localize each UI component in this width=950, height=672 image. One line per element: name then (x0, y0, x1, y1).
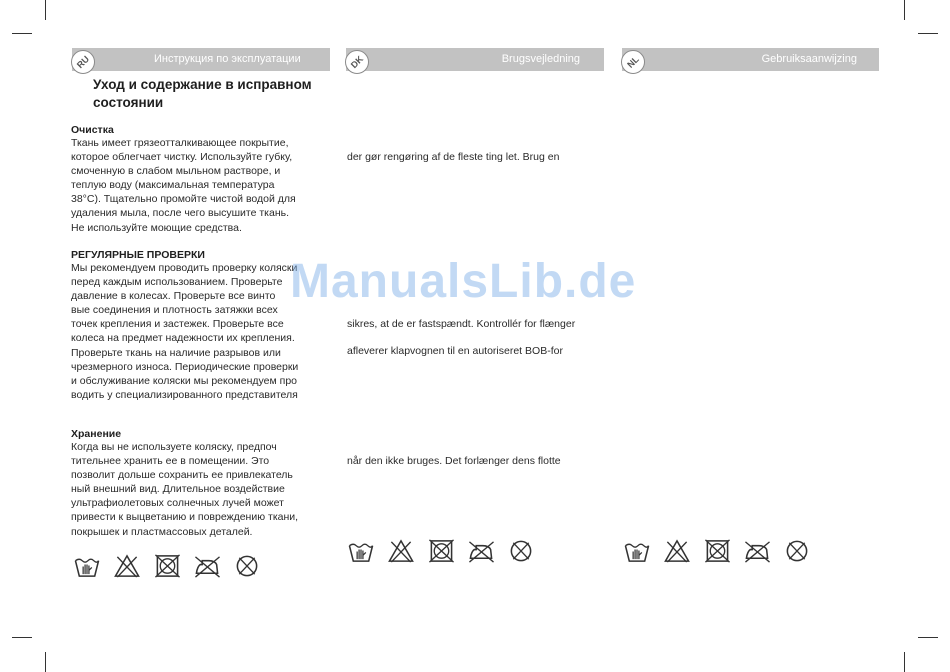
dk-check-line-2: afleverer klapvognen til en autoriseret BOB-for (347, 345, 563, 357)
crop-mark (45, 0, 46, 20)
no-iron-icon (467, 538, 495, 564)
care-symbols-dk (347, 538, 535, 564)
no-tumble-dry-icon (703, 538, 731, 564)
crop-mark (904, 0, 905, 20)
cleaning-text: Ткань имеет грязеотталкивающее покрытие, которое облегчает чистку. Используйте губку, смоченную в слабом мыльном растворе, и теплую воду (максимальная температура 38°C). Тщательно промойте чистой водой для удаления мыла, после чего высушите ткань. Не используйте моющие средства. (71, 137, 296, 234)
cleaning-heading: Очистка (71, 124, 114, 136)
header-bar-dk (346, 48, 604, 71)
dk-check-line-1: sikres, at de er fastspændt. Kontrollér for flænger (347, 318, 576, 330)
section-title: Уход и содержание в исправном состоянии (93, 77, 312, 110)
hand-wash-icon (73, 553, 101, 579)
dk-storage-line: når den ikke bruges. Det forlænger dens flotte (347, 455, 561, 467)
no-dry-clean-icon (233, 553, 261, 579)
language-badge-dk: DK (340, 45, 374, 79)
no-tumble-dry-icon (153, 553, 181, 579)
storage-text: Когда вы не используете коляску, предпоч тительнее хранить ее в помещении. Это позволит дольше сохранить ее привлекатель ный внешний вид. Длительное воздействие ультрафиолетовых солнечных лучей может привести к выцветанию и повреждению ткани, покрышек и пластмассовых деталей. (71, 441, 299, 538)
no-bleach-icon (113, 553, 141, 579)
no-iron-icon (743, 538, 771, 564)
crop-mark (918, 637, 938, 638)
crop-mark (918, 33, 938, 34)
checks-text: Мы рекомендуем проводить проверку коляски перед каждым использованием. Проверьте давление в колесах. Проверьте все винто вые соединения и плотность затяжки всех точек крепления и застежек. Проверьте все колеса на предмет надежности их крепления. Проверьте ткань на наличие разрывов или чрезмерного износа. Периодические проверки и обслуживание коляски мы рекомендуем про водить у специализированного представителя (71, 262, 299, 401)
no-dry-clean-icon (783, 538, 811, 564)
hand-wash-icon (347, 538, 375, 564)
care-symbols-nl (623, 538, 811, 564)
header-bar-nl (622, 48, 879, 71)
storage-heading: Хранение (71, 428, 122, 440)
crop-mark (45, 652, 46, 672)
header-title-dk: Brugsvejledning (501, 53, 580, 65)
crop-mark (12, 637, 32, 638)
checks-heading: РЕГУЛЯРНЫЕ ПРОВЕРКИ (71, 249, 205, 261)
no-tumble-dry-icon (427, 538, 455, 564)
language-badge-ru: RU (66, 45, 100, 79)
hand-wash-icon (623, 538, 651, 564)
header-title-ru: Инструкция по эксплуатации (154, 53, 301, 65)
no-bleach-icon (387, 538, 415, 564)
crop-mark (12, 33, 32, 34)
care-symbols-ru (73, 553, 261, 579)
header-bar-ru (72, 48, 330, 71)
watermark: ManualsLib.de (290, 255, 637, 308)
no-bleach-icon (663, 538, 691, 564)
language-badge-nl: NL (616, 45, 650, 79)
dk-cleaning-line: der gør rengøring af de fleste ting let. Brug en (347, 151, 560, 163)
no-iron-icon (193, 553, 221, 579)
no-dry-clean-icon (507, 538, 535, 564)
crop-mark (904, 652, 905, 672)
header-title-nl: Gebruiksaanwijzing (761, 53, 857, 65)
